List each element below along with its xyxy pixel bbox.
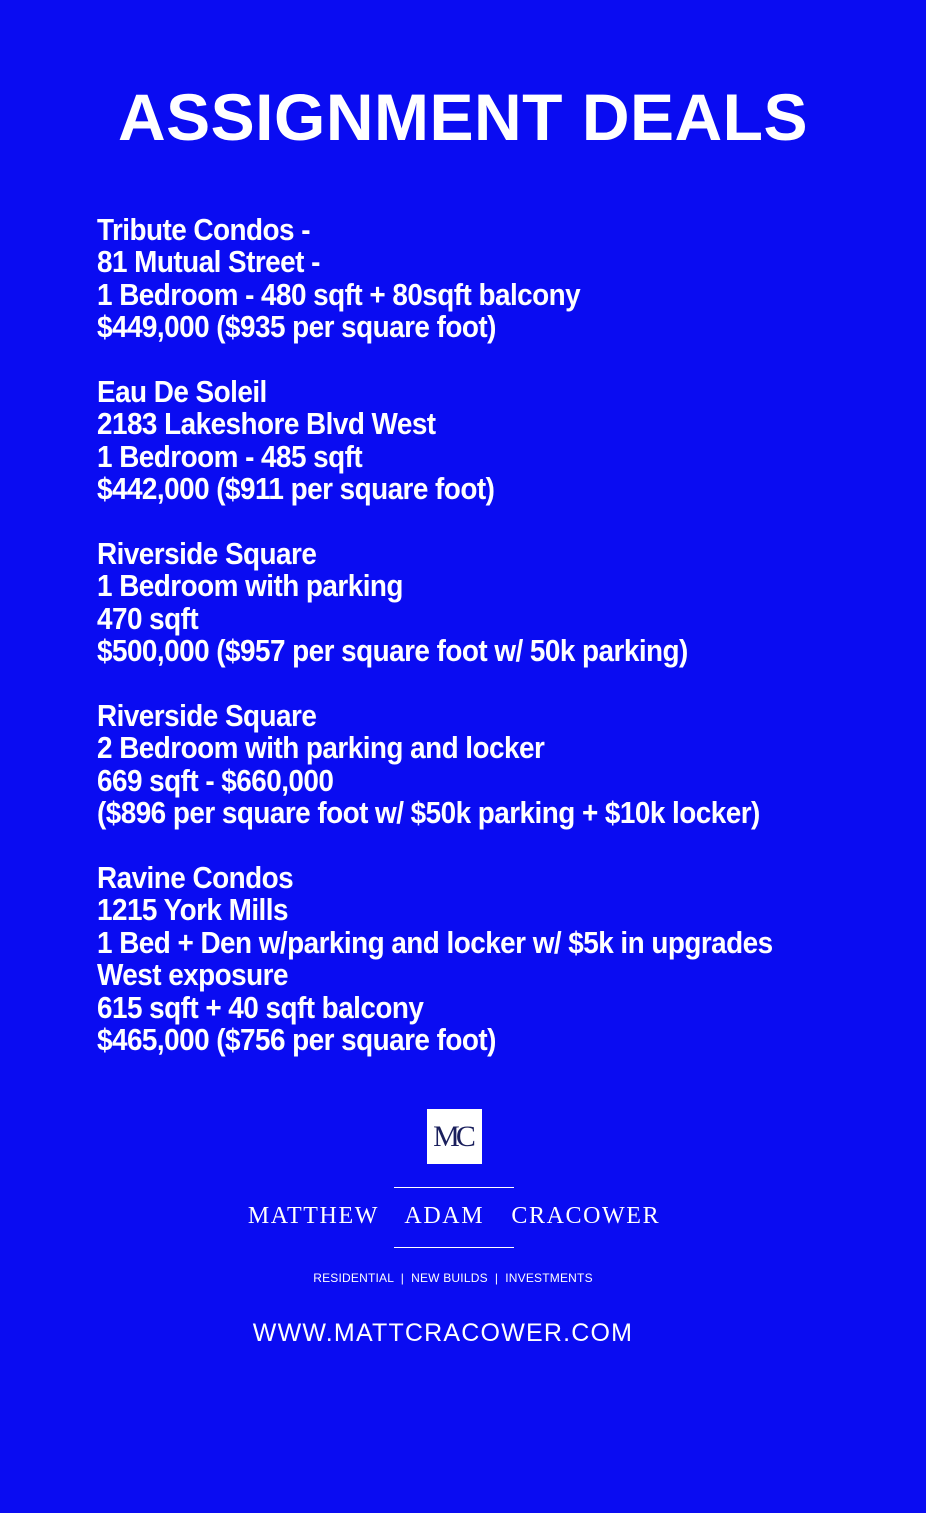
listing-line: $449,000 ($935 per square foot) [97,309,496,345]
listing-line: West exposure [97,957,288,993]
listing-line: $500,000 ($957 per square foot w/ 50k parking) [97,633,688,669]
listing-line: 1 Bedroom - 480 sqft + 80sqft balcony [97,276,581,312]
mc-logo [427,1109,482,1164]
website-url: WWW.MATTCRACOWER.COM [252,1319,634,1347]
listing-line: Riverside Square [97,698,317,734]
listing-line: 1 Bedroom - 485 sqft [97,438,363,474]
listing-item [97,700,817,830]
listing-line: 81 Mutual Street - [97,244,320,280]
listing-line: 669 sqft - $660,000 [97,762,334,798]
divider-bottom [394,1247,514,1248]
logo-monogram: MC [433,1119,472,1153]
listing-line: Tribute Condos - [97,212,311,247]
brand-tagline: RESIDENTIAL | NEW BUILDS | INVESTMENTS [313,1271,593,1285]
listing-line: Ravine Condos [97,860,294,896]
listings [97,214,817,1089]
listing-line: 1 Bedroom with parking [97,568,403,604]
listing-item [97,376,817,506]
listing-line: 2183 Lakeshore Blvd West [97,406,436,442]
listing-item [97,538,817,668]
listing-line: 2 Bedroom with parking and locker [97,730,545,766]
listing-line: ($896 per square foot w/ $50k parking + $10k locker) [97,795,760,831]
listing-line: 470 sqft [97,600,199,636]
listing-line: Riverside Square [97,536,317,572]
listing-line: $442,000 ($911 per square foot) [97,471,495,507]
listing-item [97,862,817,1056]
listing-line: 615 sqft + 40 sqft balcony [97,989,424,1025]
listing-line: 1215 York Mills [97,892,288,928]
brand-name: MATTHEW ADAM CRACOWER [247,1203,661,1229]
page-title: ASSIGNMENT DEALS [117,80,809,154]
divider-top [394,1187,514,1188]
listing-line: $465,000 ($756 per square foot) [97,1022,496,1058]
listing-line: Eau De Soleil [97,374,267,410]
listing-item [97,214,817,344]
listing-line: 1 Bed + Den w/parking and locker w/ $5k in upgrades [97,924,773,960]
